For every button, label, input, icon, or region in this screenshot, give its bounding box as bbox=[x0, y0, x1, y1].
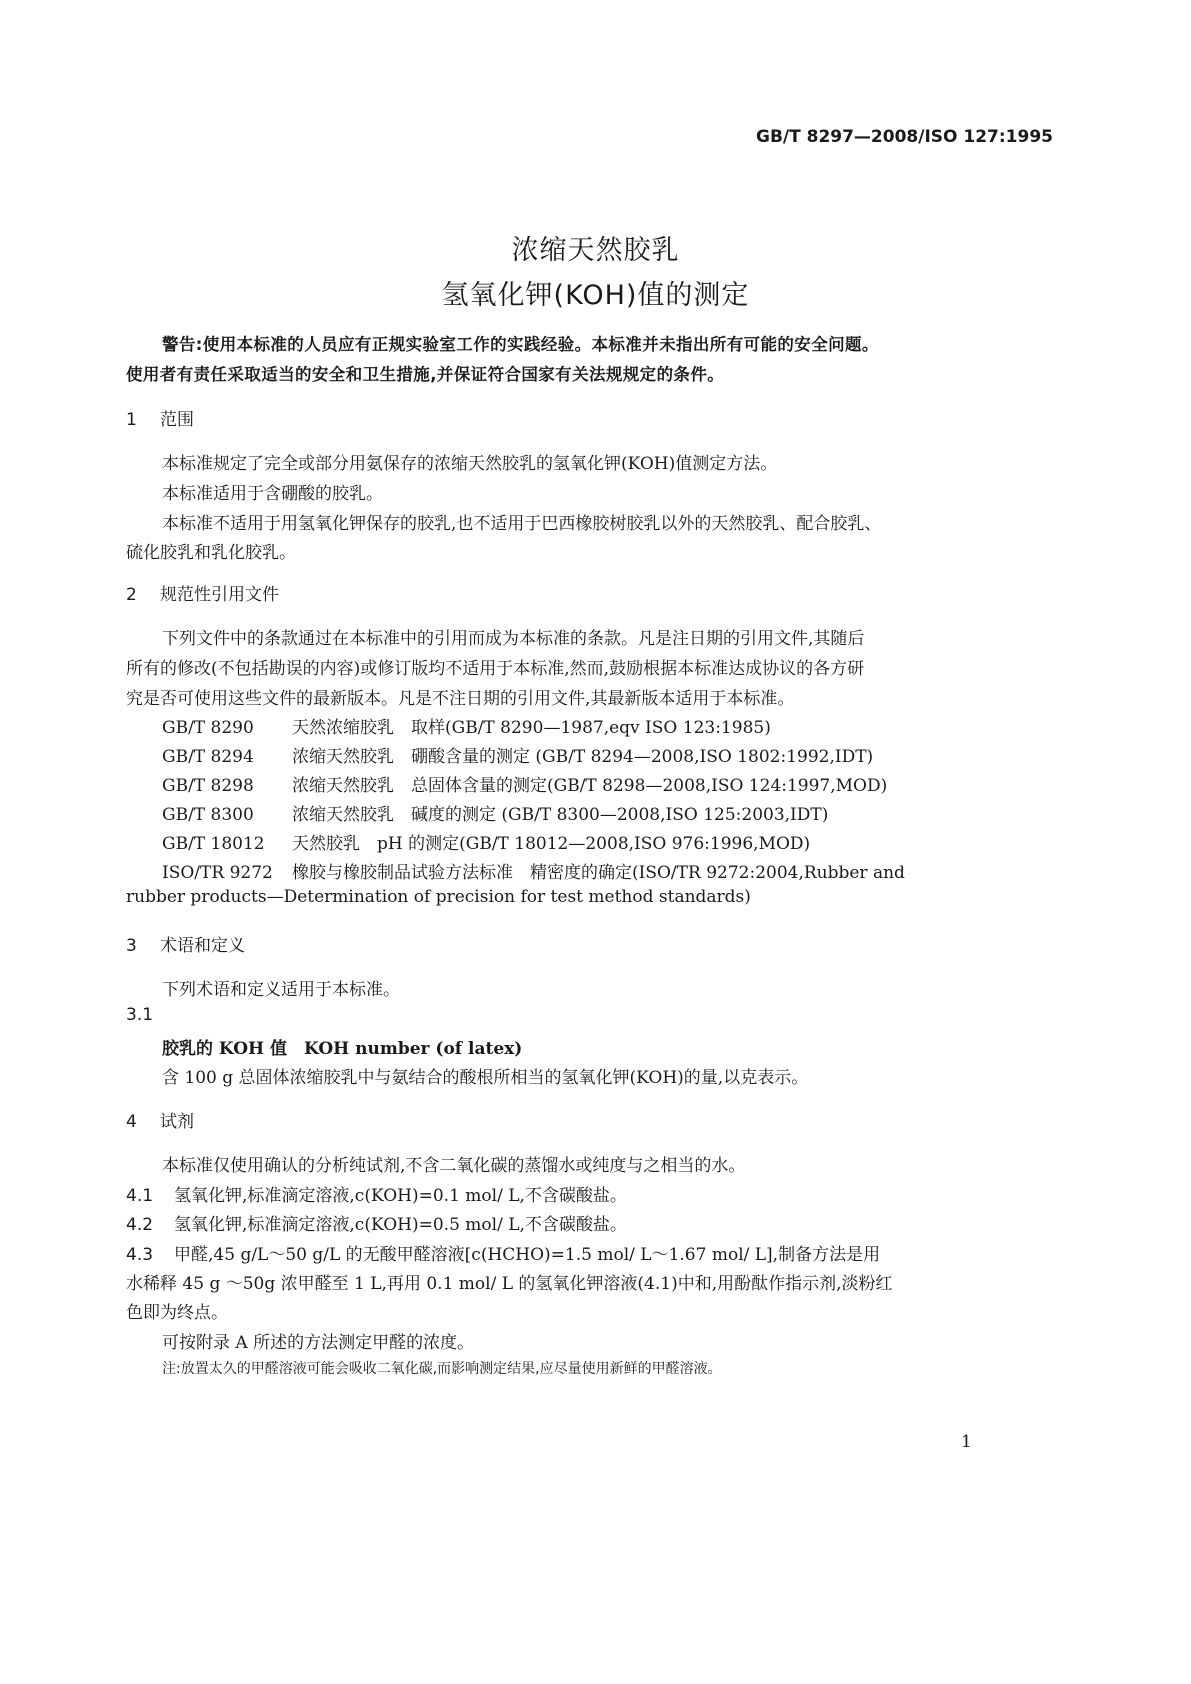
annex-reference: 可按附录 A 所述的方法测定甲醛的浓度。 bbox=[162, 1333, 475, 1353]
reference-item bbox=[162, 713, 771, 738]
reference-text: 浓缩天然胶乳 硼酸含量的测定 (GB/T 8294—2008,ISO 1802:1992,IDT) bbox=[292, 747, 874, 767]
reference-item bbox=[162, 800, 828, 825]
reference-item bbox=[162, 829, 810, 854]
warning-line-2: 使用者有责任采取适当的安全和卫生措施,并保证符合国家有关法规规定的条件。 bbox=[126, 365, 725, 384]
reagent-number: 4.2 bbox=[126, 1215, 154, 1235]
reference-item bbox=[162, 742, 873, 767]
reference-code: GB/T 8298 bbox=[162, 776, 254, 796]
section-1-title: 范围 bbox=[160, 410, 194, 430]
section-3-title: 术语和定义 bbox=[160, 936, 245, 956]
section-1-p3-line2: 硫化胶乳和乳化胶乳。 bbox=[126, 543, 296, 563]
warning-line-1: 警告:使用本标准的人员应有正规实验室工作的实践经验。本标准并未指出所有可能的安全问题。 bbox=[162, 335, 879, 354]
section-3-number: 3 bbox=[126, 936, 137, 956]
section-2-intro-line2: 所有的修改(不包括勘误的内容)或修订版均不适用于本标准,然而,鼓励根据本标准达成协议的各方研 bbox=[126, 659, 865, 679]
reference-code: GB/T 8300 bbox=[162, 805, 254, 825]
section-4-number: 4 bbox=[126, 1112, 137, 1132]
note: 注:放置太久的甲醛溶液可能会吸收二氧化碳,而影响测定结果,应尽量使用新鲜的甲醛溶液。 bbox=[162, 1361, 722, 1377]
section-2-heading bbox=[126, 580, 279, 605]
section-2-intro-line1: 下列文件中的条款通过在本标准中的引用而成为本标准的条款。凡是注日期的引用文件,其随后 bbox=[162, 629, 865, 649]
reference-item bbox=[162, 858, 905, 883]
section-3-heading bbox=[126, 931, 245, 956]
page-number: 1 bbox=[961, 1432, 972, 1452]
reference-item bbox=[162, 771, 887, 796]
reference-continuation: rubber products—Determination of precision for test method standards) bbox=[126, 887, 751, 907]
section-4-heading bbox=[126, 1107, 194, 1132]
reagent-item bbox=[126, 1181, 627, 1206]
reagent-text: 甲醛,45 g/L～50 g/L 的无酸甲醛溶液[c(HCHO)=1.5 mol/ L～1.67 mol/ L],制备方法是用 bbox=[174, 1245, 881, 1265]
section-1-p3-line1: 本标准不适用于用氢氧化钾保存的胶乳,也不适用于巴西橡胶树胶乳以外的天然胶乳、配合胶乳、 bbox=[162, 514, 882, 534]
term-definition: 含 100 g 总固体浓缩胶乳中与氨结合的酸根所相当的氢氧化钾(KOH)的量,以克表示。 bbox=[162, 1068, 809, 1088]
section-2-intro-line3: 究是否可使用这些文件的最新版本。凡是不注日期的引用文件,其最新版本适用于本标准。 bbox=[126, 689, 795, 709]
title-line-1: 浓缩天然胶乳 bbox=[511, 235, 680, 266]
reference-code: GB/T 8294 bbox=[162, 747, 254, 767]
reference-text: 浓缩天然胶乳 碱度的测定 (GB/T 8300—2008,ISO 125:2003,IDT) bbox=[292, 805, 829, 825]
reference-code: GB/T 8290 bbox=[162, 718, 254, 738]
term-heading: 胶乳的 KOH 值 KOH number (of latex) bbox=[162, 1039, 523, 1059]
reference-text: 天然浓缩胶乳 取样(GB/T 8290—1987,eqv ISO 123:1985) bbox=[292, 718, 771, 738]
section-1-number: 1 bbox=[126, 410, 137, 430]
standard-number: GB/T 8297—2008/ISO 127:1995 bbox=[755, 127, 1053, 147]
section-4-intro: 本标准仅使用确认的分析纯试剂,不含二氧化碳的蒸馏水或纯度与之相当的水。 bbox=[162, 1156, 746, 1176]
reference-text: 天然胶乳 pH 的测定(GB/T 18012—2008,ISO 976:1996,MOD) bbox=[292, 834, 811, 854]
reference-code: GB/T 18012 bbox=[162, 834, 265, 854]
section-2-title: 规范性引用文件 bbox=[160, 585, 279, 605]
reagent-item-3-line3: 色即为终点。 bbox=[126, 1303, 228, 1323]
section-3-intro: 下列术语和定义适用于本标准。 bbox=[162, 980, 400, 1000]
section-1-p2: 本标准适用于含硼酸的胶乳。 bbox=[162, 484, 383, 504]
reference-text: 橡胶与橡胶制品试验方法标准 精密度的确定(ISO/TR 9272:2004,Rubber and bbox=[292, 863, 905, 883]
reagent-item-3-line2: 水稀释 45 g ～50g 浓甲醛至 1 L,再用 0.1 mol/ L 的氢氧化钾溶液(4.1)中和,用酚酞作指示剂,淡粉红 bbox=[126, 1274, 893, 1294]
subclause-3-1-number: 3.1 bbox=[126, 1005, 154, 1025]
section-4-title: 试剂 bbox=[160, 1112, 194, 1132]
reagent-number: 4.1 bbox=[126, 1186, 154, 1206]
reagent-number: 4.3 bbox=[126, 1245, 154, 1265]
reference-code: ISO/TR 9272 bbox=[162, 863, 273, 883]
reagent-text: 氢氧化钾,标准滴定溶液,c(KOH)=0.5 mol/ L,不含碳酸盐。 bbox=[174, 1215, 627, 1235]
reagent-item bbox=[126, 1210, 627, 1235]
section-1-p1: 本标准规定了完全或部分用氨保存的浓缩天然胶乳的氢氧化钾(KOH)值测定方法。 bbox=[162, 454, 778, 474]
section-1-heading bbox=[126, 405, 194, 430]
reagent-text: 氢氧化钾,标准滴定溶液,c(KOH)=0.1 mol/ L,不含碳酸盐。 bbox=[174, 1186, 627, 1206]
title-line-2: 氢氧化钾(KOH)值的测定 bbox=[441, 280, 750, 311]
reference-text: 浓缩天然胶乳 总固体含量的测定(GB/T 8298—2008,ISO 124:1997,MOD) bbox=[292, 776, 888, 796]
section-2-number: 2 bbox=[126, 585, 137, 605]
reagent-item bbox=[126, 1240, 880, 1265]
